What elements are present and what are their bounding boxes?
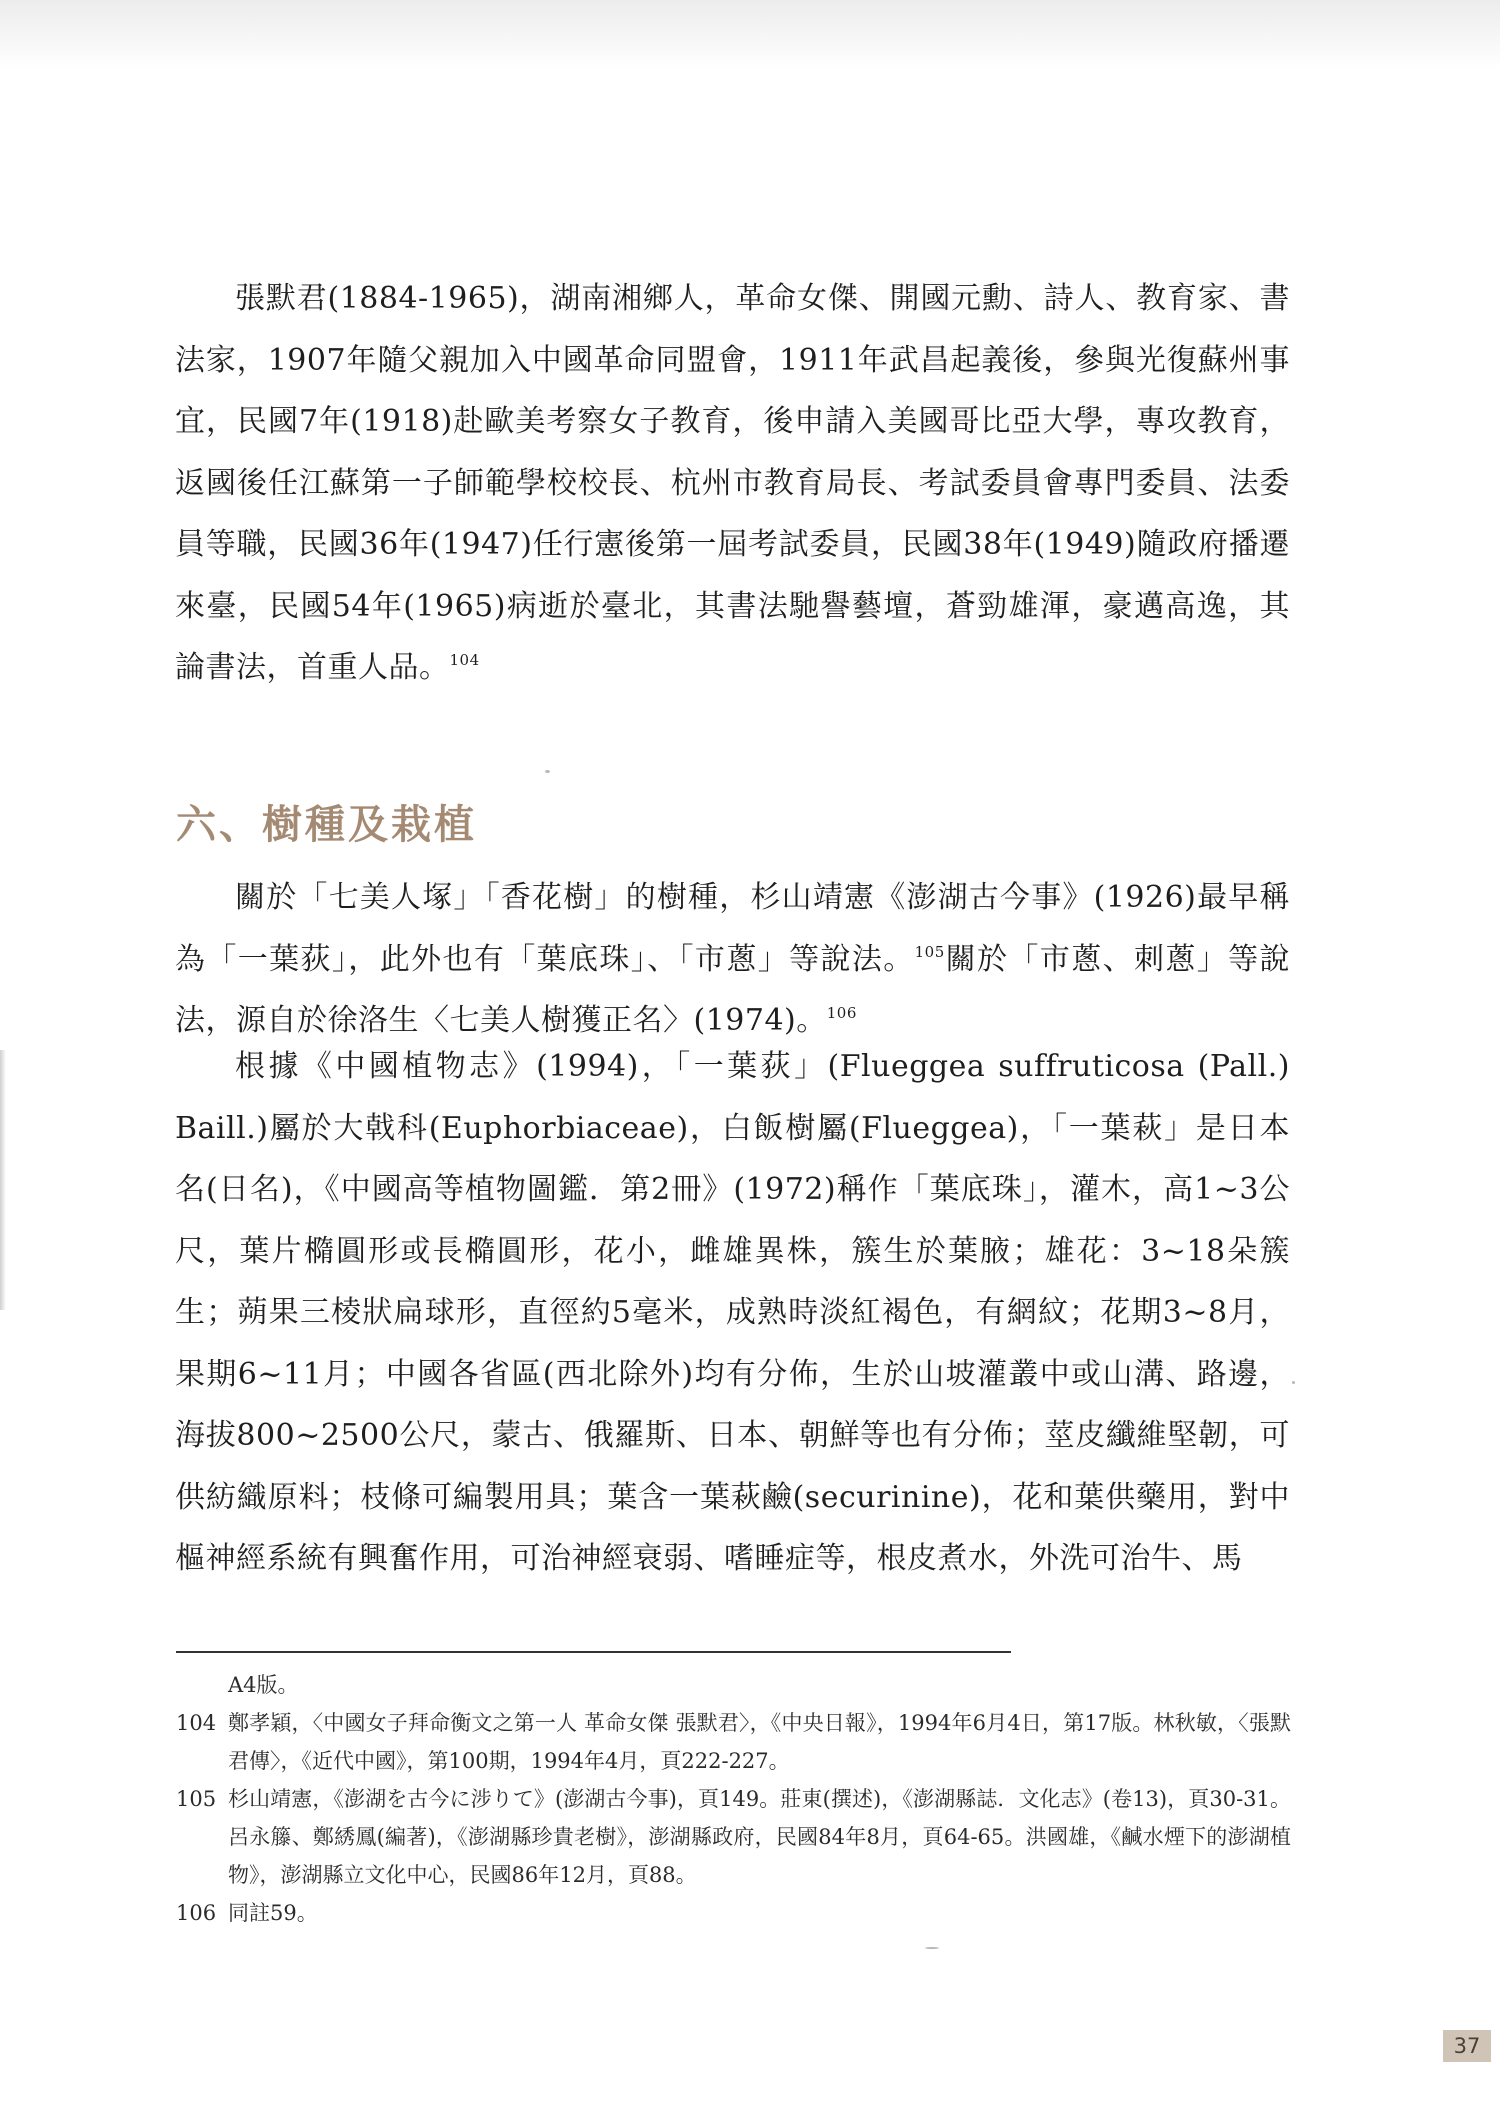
footnote-ref-104[interactable]: 104 — [449, 651, 480, 669]
footnote-number: 105 — [176, 1787, 217, 1811]
body-paragraph-botany — [175, 1036, 1290, 1590]
page-edge-shadow — [0, 1050, 6, 1310]
footnote-text: 鄭孝穎，〈中國女子拜命衡文之第一人 革命女傑 張默君〉，《中央日報》，1994年6月4日，第17版。林秋敏，〈張默君傳〉，《近代中國》，第100期，1994年4月，頁222-227。 — [228, 1711, 1291, 1773]
footnote-divider — [176, 1651, 1011, 1653]
scan-speck — [545, 770, 550, 773]
paragraph-text: 張默君(1884-1965)，湖南湘鄉人，革命女傑、開國元勳、詩人、教育家、書法家，1907年隨父親加入中國革命同盟會，1911年武昌起義後，參與光復蘇州事宜，民國7年(1918)赴歐美考察女子教育，後申請入美國哥比亞大學，專攻教育，返國後任江蘇第一子師範學校校長、杭州市教育局長、考試委員會專門委員、法委員等職，民國36年(1947)任行憲後第一屆考試委員，民國38年(1949)隨政府播遷來臺，民國54年(1965)病逝於臺北，其書法馳譽藝壇，蒼勁雄渾，豪邁高逸，其論書法，首重人品。 — [175, 281, 1290, 685]
footnote-ref-105[interactable]: 105 — [914, 942, 945, 961]
scan-speck — [1292, 1381, 1295, 1384]
footnote-ref-106[interactable]: 106 — [826, 1004, 857, 1022]
paragraph-text: 根據《中國植物志》(1994)，「一葉荻」(Flueggea suffruticosa (Pall.) Baill.)屬於大戟科(Euphorbiaceae)，白飯樹屬(Flueggea)，「一葉萩」是日本名(日名)，《中國高等植物圖鑑．第2冊》(1972)稱作「葉底珠」，灌木，高1~3公尺，葉片橢圓形或長橢圓形，花小，雌雄異株，簇生於葉腋；雄花：3~18朵簇生；蒴果三棱狀扁球形，直徑約5毫米，成熟時淡紅褐色，有網紋；花期3~8月，果期6~11月；中國各省區(西北除外)均有分佈，生於山坡灌叢中或山溝、路邊，海拔800~2500公尺，蒙古、俄羅斯、日本、朝鮮等也有分佈；莖皮纖維堅韌，可供紡織原料；枝條可編製用具；葉含一葉萩鹼(securinine)，花和葉供藥用，對中樞神經系統有興奮作用，可治神經衰弱、嗜睡症等，根皮煮水，外洗可治牛、馬 — [175, 1049, 1290, 1576]
footnote-continuation: A4版。 — [228, 1673, 299, 1697]
paragraph-text-a: 關於「七美人塚」「香花樹」的樹種，杉山靖憲《澎湖古今事》(1926)最早稱為「一葉荻」，此外也有「葉底珠」、「市蔥」等說法。 — [175, 880, 1290, 977]
footnote-number: 104 — [176, 1711, 217, 1735]
page-number: 37 — [1443, 2030, 1491, 2062]
body-paragraph-zhang-mojun — [175, 268, 1290, 699]
section-heading: 六、樹種及栽植 — [176, 802, 477, 848]
scan-speck — [925, 1947, 939, 1949]
footnote-text: 杉山靖憲，《澎湖を古今に涉りて》(澎湖古今事)，頁149。莊東(撰述)，《澎湖縣誌．文化志》(卷13)，頁30-31。呂永籐、鄭綉鳳(編著)，《澎湖縣珍貴老樹》，澎湖縣政府，民國84年8月，頁64-65。洪國雄，《鹹水煙下的澎湖植物》，澎湖縣立文化中心，民國86年12月，頁88。 — [228, 1787, 1291, 1887]
footnote-105 — [176, 1780, 1291, 1894]
footnote-number: 106 — [176, 1901, 217, 1925]
page-top-shading — [0, 0, 1500, 70]
paragraph-text-b: 關於「市蔥、刺蔥」等說法，源自於徐洛生〈七美人樹獲正名〉(1974)。 — [175, 941, 1291, 1038]
footnote-106 — [176, 1894, 1291, 1932]
footnotes-section — [176, 1666, 1291, 1932]
body-paragraph-tree-species — [175, 867, 1290, 1052]
footnote-104 — [176, 1704, 1291, 1780]
footnote-text: 同註59。 — [228, 1901, 318, 1925]
